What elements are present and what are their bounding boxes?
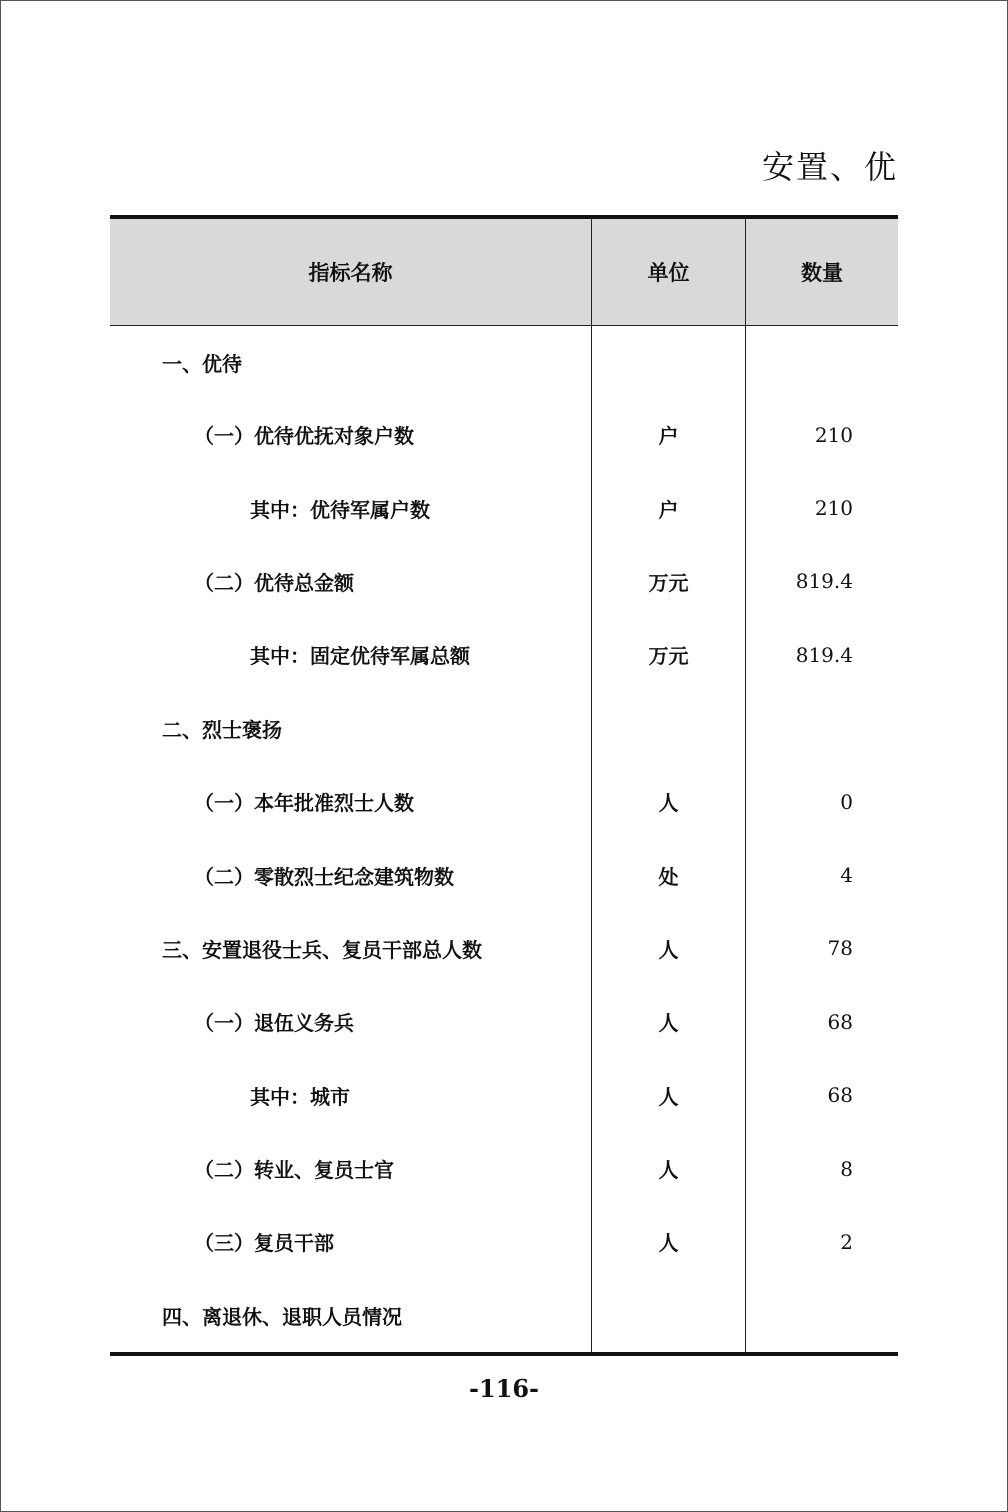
table-header [110,217,898,326]
statistics-table-container [110,215,898,1356]
page-title: 安置、优 [761,148,898,186]
quantity-cell: 819.4 [746,618,899,691]
unit-cell: 处 [592,838,746,911]
table-row [110,618,898,691]
indicator-name-cell: 四、离退休、退职人员情况 [162,1304,402,1329]
table-row [110,471,898,544]
header-unit: 单位 [592,217,746,326]
indicator-name-cell: （一）本年批准烈士人数 [194,791,414,816]
indicator-name-cell: （一）优待优抚对象户数 [194,424,414,449]
table-row [110,1132,898,1205]
table-row [110,985,898,1058]
quantity-cell: 0 [746,765,899,838]
quantity-cell: 4 [746,838,899,911]
indicator-name-cell: 三、安置退役士兵、复员干部总人数 [162,937,482,962]
indicator-name-cell: 其中：优待军属户数 [250,497,430,522]
unit-cell: 人 [592,765,746,838]
quantity-cell [746,1279,899,1354]
indicator-name-cell: 一、优待 [162,351,242,376]
indicator-name-cell: （二）优待总金额 [194,570,354,595]
table-row [110,692,898,765]
indicator-name-cell: 其中：固定优待军属总额 [250,644,470,669]
indicator-name-cell: （二）零散烈士纪念建筑物数 [194,864,454,889]
table-row [110,398,898,471]
unit-cell [592,326,746,399]
unit-cell: 户 [592,398,746,471]
quantity-cell: 210 [746,471,899,544]
indicator-name-cell: （一）退伍义务兵 [194,1011,354,1036]
unit-cell: 人 [592,1205,746,1278]
quantity-cell [746,692,899,765]
quantity-cell: 210 [746,398,899,471]
table-body [110,326,898,1355]
quantity-cell [746,326,899,399]
statistics-table [110,215,898,1356]
table-row [110,1279,898,1354]
header-indicator-name: 指标名称 [110,217,592,326]
unit-cell: 万元 [592,545,746,618]
indicator-name-cell: （三）复员干部 [194,1231,334,1256]
table-row [110,765,898,838]
quantity-cell: 2 [746,1205,899,1278]
quantity-cell: 68 [746,1059,899,1132]
header-row [110,217,898,326]
indicator-name-cell: 二、烈士褒扬 [162,717,282,742]
unit-cell: 户 [592,471,746,544]
table-row [110,1205,898,1278]
unit-cell: 万元 [592,618,746,691]
quantity-cell: 819.4 [746,545,899,618]
table-row [110,545,898,618]
unit-cell: 人 [592,985,746,1058]
page-number: -116- [468,1374,540,1403]
unit-cell [592,1279,746,1354]
unit-cell: 人 [592,912,746,985]
table-row [110,912,898,985]
quantity-cell: 8 [746,1132,899,1205]
table-row [110,1059,898,1132]
indicator-name-cell: （二）转业、复员士官 [194,1158,394,1183]
unit-cell: 人 [592,1059,746,1132]
unit-cell [592,692,746,765]
indicator-name-cell: 其中：城市 [250,1084,350,1109]
header-quantity: 数量 [746,217,899,326]
table-row [110,326,898,399]
unit-cell: 人 [592,1132,746,1205]
table-row [110,838,898,911]
quantity-cell: 78 [746,912,899,985]
quantity-cell: 68 [746,985,899,1058]
